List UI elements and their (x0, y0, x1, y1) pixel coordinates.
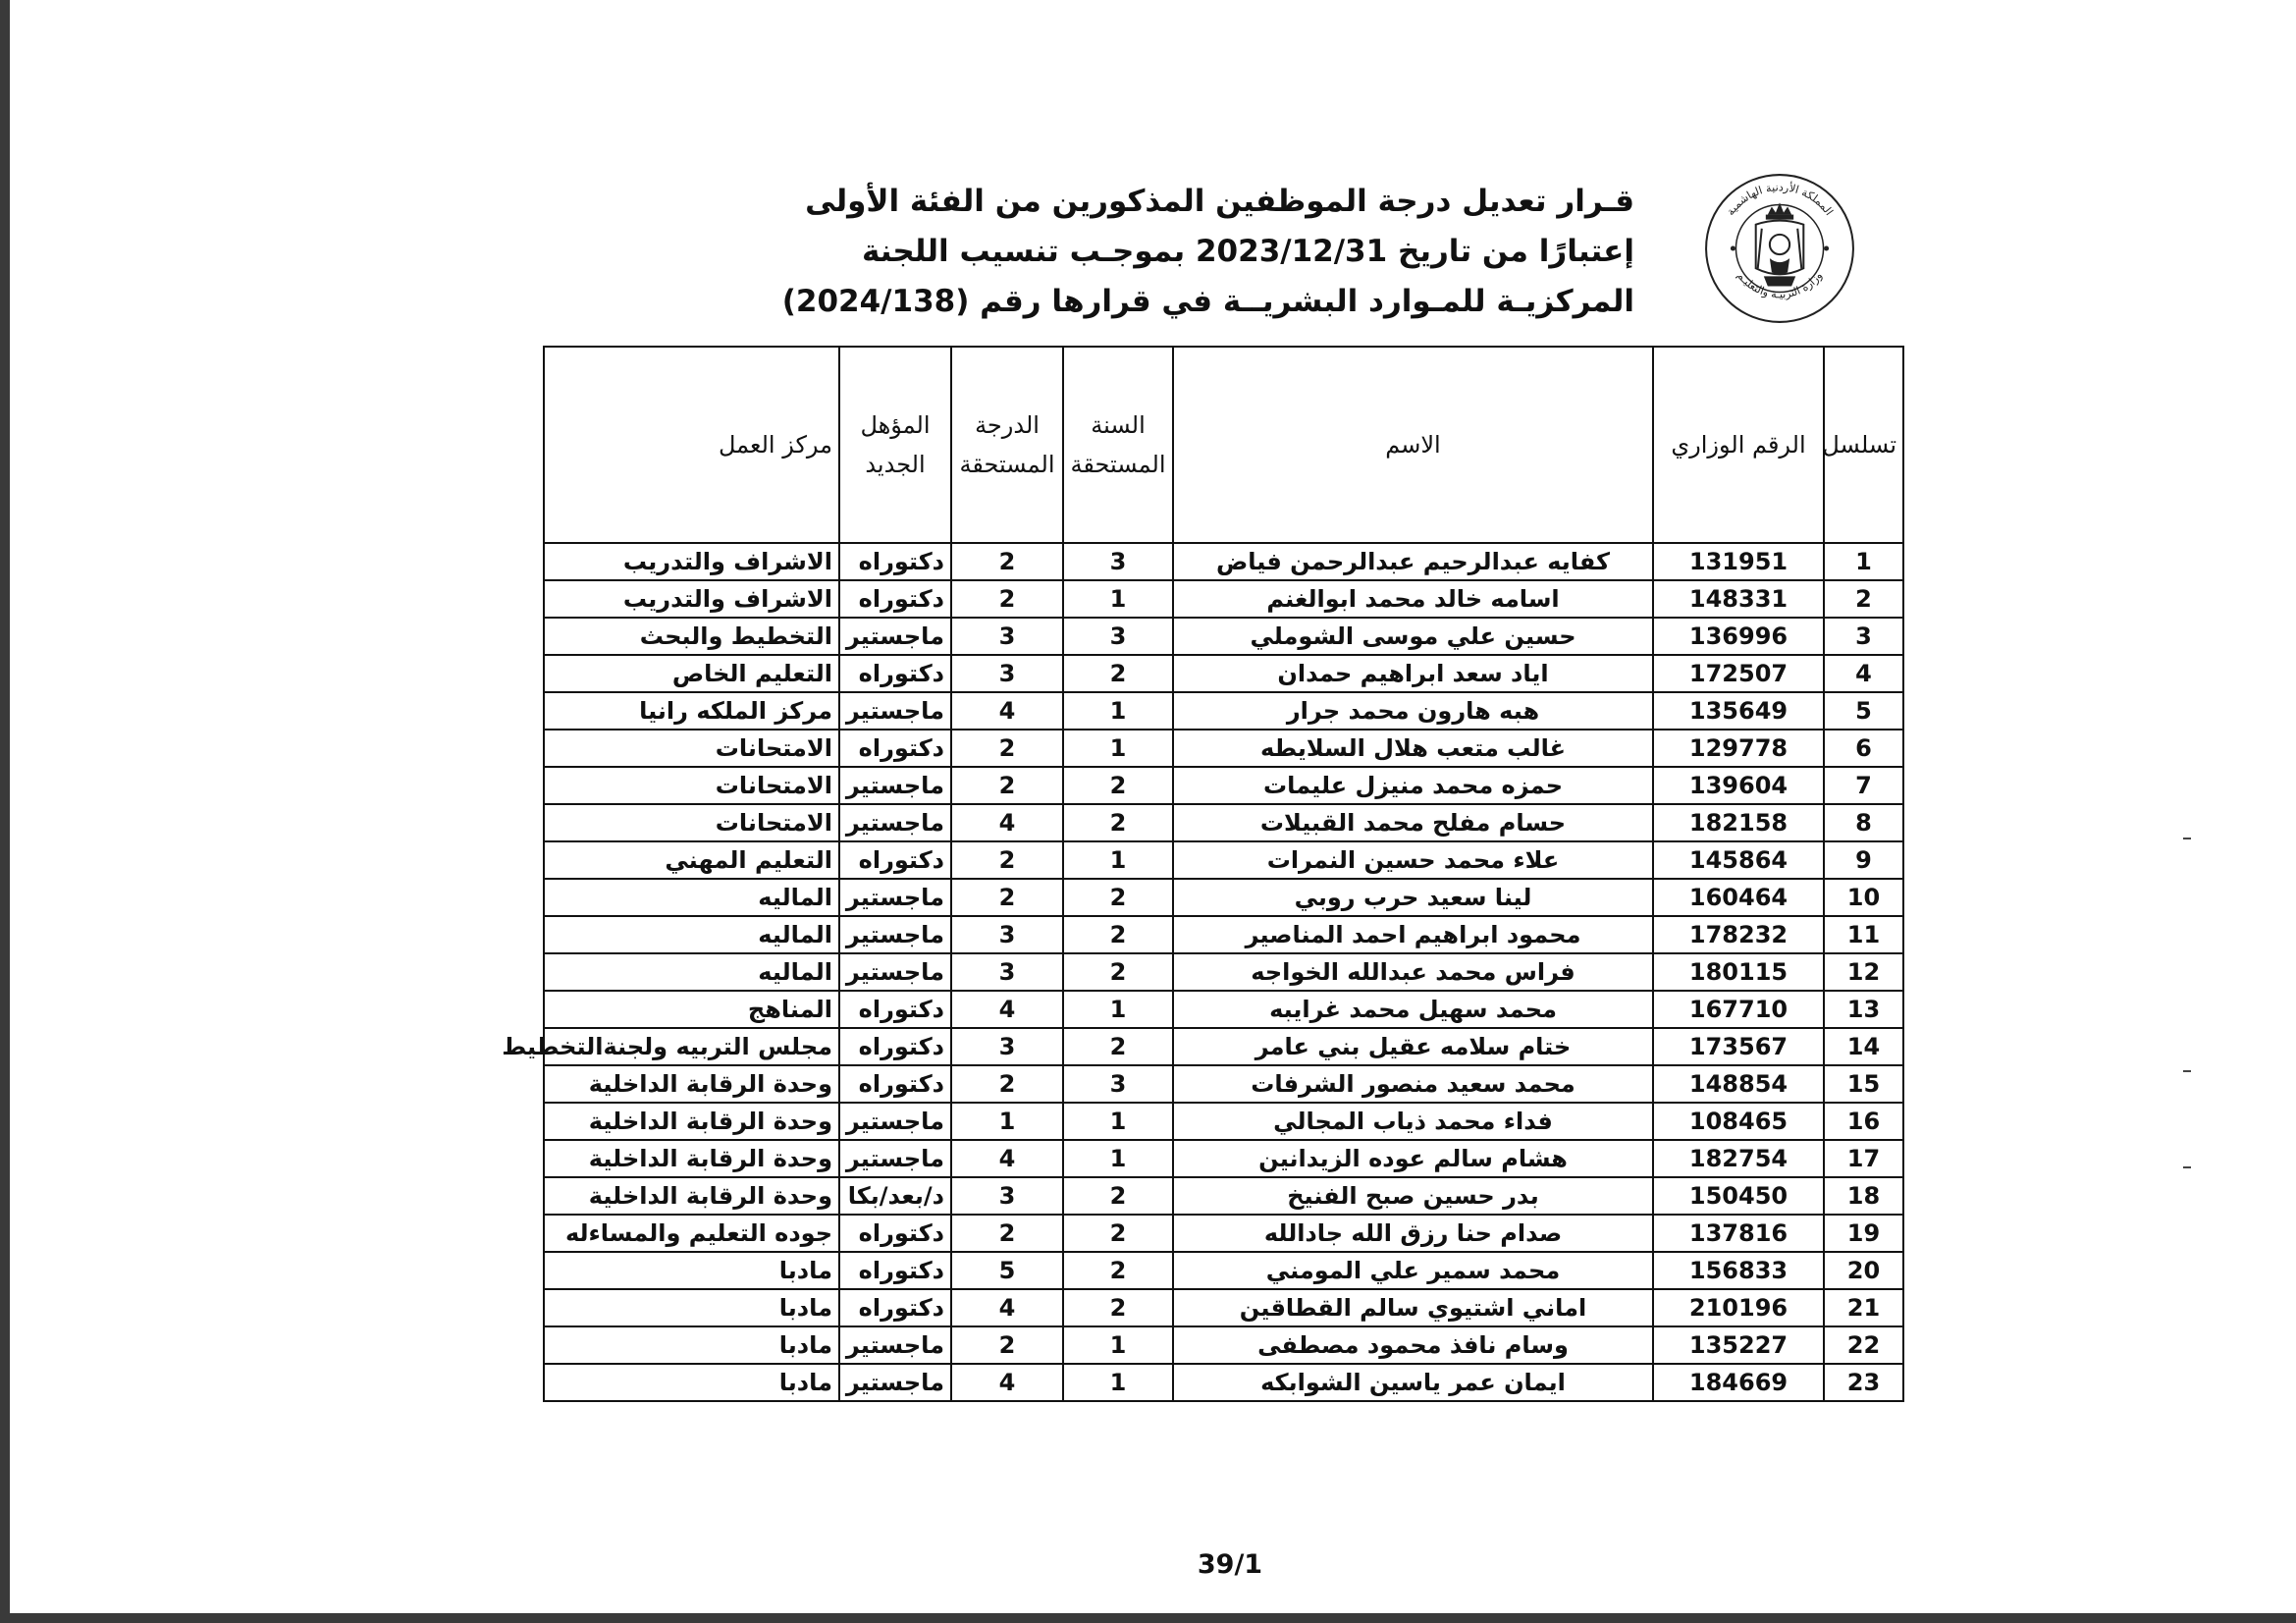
cell-work-center: التعليم المهني (544, 841, 839, 879)
cell-name: فراس محمد عبدالله الخواجه (1173, 953, 1653, 991)
cell-name: ايمان عمر ياسين الشوابكه (1173, 1364, 1653, 1401)
header-ministry-id: الرقم الوزاري (1653, 347, 1824, 543)
table-row (544, 841, 1903, 879)
cell-serial: 6 (1824, 730, 1903, 767)
cell-ministry-id: 108465 (1653, 1103, 1824, 1140)
cell-name: كفايه عبدالرحيم عبدالرحمن فياض (1173, 543, 1653, 580)
table-row (544, 730, 1903, 767)
cell-grade: 2 (951, 767, 1063, 804)
cell-grade: 4 (951, 692, 1063, 730)
table-row (544, 1177, 1903, 1215)
cell-serial: 1 (1824, 543, 1903, 580)
cell-serial: 9 (1824, 841, 1903, 879)
header-qualification (839, 347, 951, 543)
cell-serial: 14 (1824, 1028, 1903, 1065)
cell-work-center: وحدة الرقابة الداخلية (544, 1065, 839, 1103)
cell-qualification: ماجستير (839, 692, 951, 730)
cell-serial: 19 (1824, 1215, 1903, 1252)
table-row (544, 580, 1903, 618)
cell-serial: 8 (1824, 804, 1903, 841)
scan-mark (2183, 1166, 2191, 1168)
cell-grade: 2 (951, 879, 1063, 916)
cell-grade: 2 (951, 1215, 1063, 1252)
cell-year: 1 (1063, 991, 1173, 1028)
title-line-2: إعتبارًا من تاريخ 2023/12/31 بموجـب تنسيب اللجنة (861, 234, 1634, 269)
scan-edge-left (0, 0, 10, 1623)
cell-name: اماني اشتيوي سالم القطاقين (1173, 1289, 1653, 1326)
cell-serial: 18 (1824, 1177, 1903, 1215)
cell-qualification: دكتوراه (839, 543, 951, 580)
cell-ministry-id: 145864 (1653, 841, 1824, 879)
cell-serial: 10 (1824, 879, 1903, 916)
cell-ministry-id: 137816 (1653, 1215, 1824, 1252)
page-number: 39/1 (1197, 1549, 1263, 1580)
cell-qualification: ماجستير (839, 618, 951, 655)
cell-work-center: وحدة الرقابة الداخلية (544, 1177, 839, 1215)
cell-year: 2 (1063, 879, 1173, 916)
cell-qualification: دكتوراه (839, 1252, 951, 1289)
header-qual-line2: الجديد (865, 451, 926, 478)
cell-name: صدام حنا رزق الله جادالله (1173, 1215, 1653, 1252)
cell-ministry-id: 178232 (1653, 916, 1824, 953)
scan-mark (2183, 1070, 2191, 1072)
cell-ministry-id: 148331 (1653, 580, 1824, 618)
cell-serial: 22 (1824, 1326, 1903, 1364)
cell-qualification: دكتوراه (839, 1028, 951, 1065)
cell-ministry-id: 148854 (1653, 1065, 1824, 1103)
cell-name: حسين علي موسى الشوملي (1173, 618, 1653, 655)
cell-qualification: ماجستير (839, 767, 951, 804)
header-work-center: مركز العمل (544, 347, 839, 543)
cell-name: حمزه محمد منيزل عليمات (1173, 767, 1653, 804)
cell-serial: 11 (1824, 916, 1903, 953)
table-row (544, 879, 1903, 916)
header-year-line2: المستحقة (1070, 451, 1166, 478)
cell-serial: 3 (1824, 618, 1903, 655)
cell-ministry-id: 210196 (1653, 1289, 1824, 1326)
cell-qualification: ماجستير (839, 804, 951, 841)
table-row (544, 692, 1903, 730)
cell-qualification: دكتوراه (839, 1065, 951, 1103)
table-row (544, 953, 1903, 991)
table-row (544, 991, 1903, 1028)
cell-ministry-id: 173567 (1653, 1028, 1824, 1065)
cell-qualification: ماجستير (839, 916, 951, 953)
cell-ministry-id: 167710 (1653, 991, 1824, 1028)
cell-qualification: ماجستير (839, 1364, 951, 1401)
cell-year: 2 (1063, 1252, 1173, 1289)
table-row (544, 1215, 1903, 1252)
cell-work-center: الماليه (544, 879, 839, 916)
cell-serial: 20 (1824, 1252, 1903, 1289)
cell-qualification: ماجستير (839, 1140, 951, 1177)
ministry-seal-icon (1700, 169, 1859, 328)
cell-serial: 13 (1824, 991, 1903, 1028)
cell-grade: 3 (951, 618, 1063, 655)
table-row (544, 916, 1903, 953)
cell-grade: 3 (951, 916, 1063, 953)
cell-grade: 2 (951, 543, 1063, 580)
cell-serial: 16 (1824, 1103, 1903, 1140)
cell-year: 3 (1063, 543, 1173, 580)
table-row (544, 1028, 1903, 1065)
cell-qualification: دكتوراه (839, 580, 951, 618)
header-qual-line1: المؤهل (860, 411, 931, 439)
cell-year: 1 (1063, 1364, 1173, 1401)
cell-ministry-id: 184669 (1653, 1364, 1824, 1401)
cell-name: اسامه خالد محمد ابوالغنم (1173, 580, 1653, 618)
cell-name: محمود ابراهيم احمد المناصير (1173, 916, 1653, 953)
cell-name: محمد سهيل محمد غرايبه (1173, 991, 1653, 1028)
cell-work-center: جوده التعليم والمساءله (544, 1215, 839, 1252)
cell-grade: 2 (951, 1065, 1063, 1103)
cell-year: 2 (1063, 655, 1173, 692)
cell-work-center: الماليه (544, 953, 839, 991)
cell-work-center: الماليه (544, 916, 839, 953)
cell-ministry-id: 182754 (1653, 1140, 1824, 1177)
cell-year: 1 (1063, 1140, 1173, 1177)
table-row (544, 1289, 1903, 1326)
header-serial: تسلسل (1824, 347, 1903, 543)
employees-table (502, 346, 1904, 1402)
table-row (544, 1364, 1903, 1401)
title-line-1: قـرار تعديل درجة الموظفين المذكورين من الفئة الأولى (805, 184, 1634, 219)
cell-name: علاء محمد حسين النمرات (1173, 841, 1653, 879)
scan-mark (2183, 838, 2191, 839)
table-row (544, 804, 1903, 841)
cell-grade: 4 (951, 991, 1063, 1028)
cell-qualification: ماجستير (839, 1326, 951, 1364)
header-name: الاسم (1173, 347, 1653, 543)
document-header (781, 177, 1895, 324)
cell-work-center: التخطيط والبحث (544, 618, 839, 655)
cell-ministry-id: 139604 (1653, 767, 1824, 804)
cell-grade: 2 (951, 1326, 1063, 1364)
cell-qualification: ماجستير (839, 1103, 951, 1140)
cell-name: محمد سمير علي المومني (1173, 1252, 1653, 1289)
cell-work-center: الاشراف والتدريب (544, 543, 839, 580)
cell-qualification: دكتوراه (839, 1289, 951, 1326)
cell-grade: 4 (951, 1364, 1063, 1401)
cell-grade: 4 (951, 1289, 1063, 1326)
table-row (544, 1103, 1903, 1140)
cell-name: ختام سلامه عقيل بني عامر (1173, 1028, 1653, 1065)
cell-work-center: مادبا (544, 1364, 839, 1401)
seal-text-top: المملكة الأردنية الهاشمية (1724, 181, 1836, 218)
cell-ministry-id: 156833 (1653, 1252, 1824, 1289)
cell-name: حسام مفلح محمد القبيلات (1173, 804, 1653, 841)
cell-qualification: دكتوراه (839, 1215, 951, 1252)
cell-grade: 3 (951, 655, 1063, 692)
cell-grade: 2 (951, 580, 1063, 618)
table-row (544, 1326, 1903, 1364)
cell-year: 1 (1063, 692, 1173, 730)
cell-year: 2 (1063, 953, 1173, 991)
cell-qualification: ماجستير (839, 879, 951, 916)
cell-grade: 4 (951, 1140, 1063, 1177)
table-row (544, 1065, 1903, 1103)
cell-ministry-id: 131951 (1653, 543, 1824, 580)
cell-year: 3 (1063, 618, 1173, 655)
cell-name: هشام سالم عوده الزيدانين (1173, 1140, 1653, 1177)
cell-year: 2 (1063, 767, 1173, 804)
cell-grade: 2 (951, 841, 1063, 879)
cell-ministry-id: 150450 (1653, 1177, 1824, 1215)
decision-title (781, 177, 1634, 327)
cell-ministry-id: 136996 (1653, 618, 1824, 655)
cell-grade: 3 (951, 1177, 1063, 1215)
cell-name: اياد سعد ابراهيم حمدان (1173, 655, 1653, 692)
cell-work-center: مركز الملكه رانيا (544, 692, 839, 730)
cell-qualification: ماجستير (839, 953, 951, 991)
cell-year: 2 (1063, 804, 1173, 841)
cell-year: 3 (1063, 1065, 1173, 1103)
cell-serial: 17 (1824, 1140, 1903, 1177)
cell-name: فداء محمد ذياب المجالي (1173, 1103, 1653, 1140)
cell-work-center: مجلس التربيه ولجنةالتخطيط (544, 1028, 839, 1065)
cell-serial: 21 (1824, 1289, 1903, 1326)
cell-serial: 15 (1824, 1065, 1903, 1103)
header-year (1063, 347, 1173, 543)
cell-grade: 3 (951, 1028, 1063, 1065)
cell-ministry-id: 180115 (1653, 953, 1824, 991)
table-header-row (544, 347, 1903, 543)
cell-year: 2 (1063, 1028, 1173, 1065)
cell-serial: 7 (1824, 767, 1903, 804)
cell-ministry-id: 129778 (1653, 730, 1824, 767)
header-grade-line1: الدرجة (975, 411, 1040, 439)
cell-grade: 5 (951, 1252, 1063, 1289)
cell-qualification: دكتوراه (839, 841, 951, 879)
cell-work-center: الامتحانات (544, 767, 839, 804)
cell-name: هبه هارون محمد جرار (1173, 692, 1653, 730)
cell-work-center: مادبا (544, 1252, 839, 1289)
cell-name: بدر حسين صبح الفنيخ (1173, 1177, 1653, 1215)
cell-year: 1 (1063, 1326, 1173, 1364)
title-line-3: المركزيـة للمـوارد البشريــة في قرارها رقم (2024/138) (781, 284, 1634, 319)
cell-name: غالب متعب هلال السلايطه (1173, 730, 1653, 767)
cell-ministry-id: 135649 (1653, 692, 1824, 730)
cell-work-center: مادبا (544, 1289, 839, 1326)
table-row (544, 1252, 1903, 1289)
cell-serial: 5 (1824, 692, 1903, 730)
cell-work-center: الاشراف والتدريب (544, 580, 839, 618)
cell-ministry-id: 135227 (1653, 1326, 1824, 1364)
table-row (544, 618, 1903, 655)
cell-serial: 4 (1824, 655, 1903, 692)
cell-name: محمد سعيد منصور الشرفات (1173, 1065, 1653, 1103)
cell-serial: 2 (1824, 580, 1903, 618)
cell-name: وسام نافذ محمود مصطفى (1173, 1326, 1653, 1364)
cell-ministry-id: 172507 (1653, 655, 1824, 692)
cell-qualification: دكتوراه (839, 655, 951, 692)
seal-text-bottom: وزارة التربيـة والتعليـم (1735, 269, 1825, 301)
table-row (544, 767, 1903, 804)
table-row (544, 543, 1903, 580)
cell-serial: 12 (1824, 953, 1903, 991)
header-grade (951, 347, 1063, 543)
cell-work-center: الامتحانات (544, 804, 839, 841)
cell-year: 1 (1063, 1103, 1173, 1140)
table-row (544, 1140, 1903, 1177)
cell-year: 2 (1063, 1215, 1173, 1252)
cell-year: 1 (1063, 580, 1173, 618)
cell-work-center: التعليم الخاص (544, 655, 839, 692)
cell-year: 2 (1063, 1289, 1173, 1326)
cell-serial: 23 (1824, 1364, 1903, 1401)
table-row (544, 655, 1903, 692)
cell-grade: 3 (951, 953, 1063, 991)
cell-ministry-id: 182158 (1653, 804, 1824, 841)
cell-grade: 1 (951, 1103, 1063, 1140)
header-grade-line2: المستحقة (959, 451, 1055, 478)
cell-work-center: وحدة الرقابة الداخلية (544, 1103, 839, 1140)
cell-name: لينا سعيد حرب روبي (1173, 879, 1653, 916)
cell-grade: 2 (951, 730, 1063, 767)
cell-year: 1 (1063, 841, 1173, 879)
cell-qualification: دكتوراه (839, 730, 951, 767)
cell-qualification: د/بعد/بكا (839, 1177, 951, 1215)
header-year-line1: السنة (1091, 411, 1146, 439)
cell-year: 2 (1063, 916, 1173, 953)
scan-edge-bottom (0, 1613, 2296, 1623)
cell-work-center: مادبا (544, 1326, 839, 1364)
cell-work-center: المناهج (544, 991, 839, 1028)
cell-work-center: وحدة الرقابة الداخلية (544, 1140, 839, 1177)
cell-year: 1 (1063, 730, 1173, 767)
cell-year: 2 (1063, 1177, 1173, 1215)
cell-qualification: دكتوراه (839, 991, 951, 1028)
cell-grade: 4 (951, 804, 1063, 841)
cell-ministry-id: 160464 (1653, 879, 1824, 916)
cell-work-center: الامتحانات (544, 730, 839, 767)
